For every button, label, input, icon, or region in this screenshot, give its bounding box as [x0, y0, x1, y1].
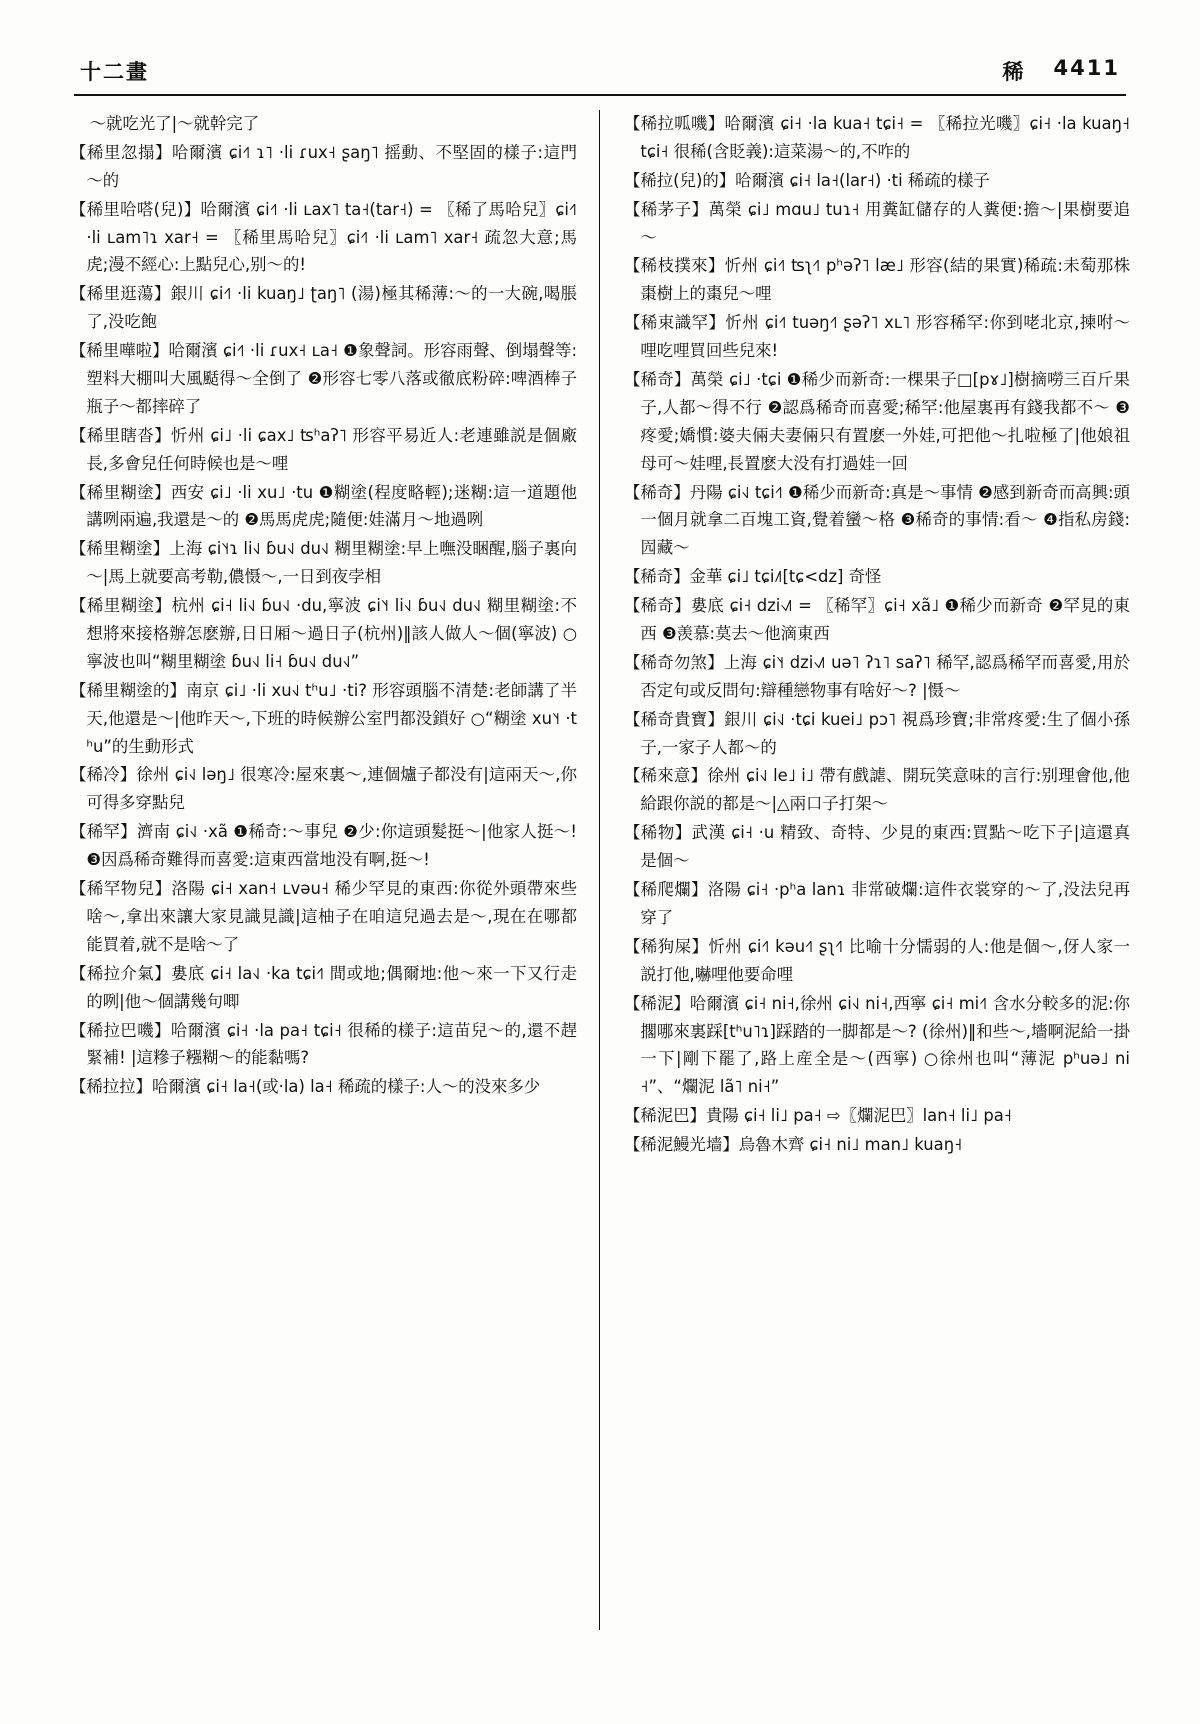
entry: 【稀拉巴嘰】哈爾濱 ɕi˧ ·la pa˧ tɕi˧ 很稀的樣子:這苗兒～的,還不趕緊補! |這糝子糨糊～的能黏嗎?: [70, 1020, 577, 1068]
entry: 【稀冷】徐州 ɕi˧˩ ləŋ˩ 很寒冷:屋來裏～,連個爐子都没有|這兩天～,你可得多穿點兒: [70, 765, 577, 813]
page-number: 4411: [1053, 56, 1120, 80]
entry: ～就吃光了|～就幹完了: [89, 114, 260, 133]
entry: 【稀拉拉】哈爾濱 ɕi˧ la˧(或·la) la˧ 稀疏的樣子:人～的没來多少: [70, 1077, 541, 1097]
entry: 【稀奇】丹陽 ɕi˧˩ tɕi˧˥ ❶稀少而新奇:真是～事情 ❷感到新奇而高興:頭一個月就拿二百塊工資,覺着蠻～格 ❸稀奇的事情:看～ ❹指私房錢:囥藏～: [624, 482, 1130, 558]
entry: 【稀物】武漢 ɕi˧ ·u 精致、奇特、少見的東西:買點～吃下子|這還真是個～: [624, 823, 1130, 871]
entry: 【稀束識罕】忻州 ɕi˧˥ tuəŋ˧˥ ʂəʔ˥ xʟ˥ 形容稀罕:你到咾北京,揀咐～哩吃哩買回些兒來!: [624, 313, 1130, 361]
header-headword: 稀: [1002, 60, 1026, 84]
entry: 【稀拉呱嘰】哈爾濱 ɕi˧ ·la kua˧ tɕi˧ = 〖稀拉光嘰〗ɕi˧ ·la kuaŋ˧ tɕi˧ 很稀(含貶義):這菜湯～的,不咋的: [624, 114, 1130, 161]
entry: 【稀拉(兒)的】哈爾濱 ɕi˧ la˧(lar˧) ·ti 稀疏的樣子: [624, 170, 990, 190]
entry: 【稀里逛蕩】銀川 ɕi˧˥ ·li kuaŋ˩ ʈaŋ˥ (湯)極其稀薄:～的一大碗,喝脹了,没吃飽: [70, 284, 577, 332]
entry: 【稀里糊塗】西安 ɕi˩ ·li xu˩ ·tu ❶糊塗(程度略輕);迷糊:這一道題他講咧兩遍,我還是～的 ❷馬馬虎虎;隨便:娃滿月～地過咧: [70, 482, 577, 530]
entry: 【稀奇】金華 ɕi˩ tɕi˩˥[tɕ<dz] 奇怪: [624, 567, 882, 587]
entry: 【稀泥】哈爾濱 ɕi˧ ni˧,徐州 ɕi˧˩ ni˧,西寧 ɕi˧ mi˧˥ 含水分較多的泥:你擱哪來裏踩[tʰu˥ɿ]踩踏的一脚都是～? (徐州)‖和些～,墻啊泥給一掛一下|剛下罷了,路上産全是～(西寧) ○徐州也叫“薄泥 pʰuə˩ ni˧”、“爛泥 lã˥ ni˧”: [624, 993, 1130, 1097]
entry: 【稀來意】徐州 ɕi˧˩ le˩ i˩ 帶有戲謔、開玩笑意味的言行:别理會他,他給跟你説的都是～|△兩口子打架～: [624, 766, 1130, 814]
entry: 【稀奇勿煞】上海 ɕi˥˧ dzi˧˩˥ uə˥ ʔɿ˥ saʔ˥ 稀罕,認爲稀罕而喜愛,用於否定句或反問句:辯種戀物事有啥好～? |慑～: [624, 652, 1130, 700]
entry: 【稀里瞎沓】忻州 ɕi˩ ·li ɕax˩ ʦʰaʔ˥ 形容平易近人:老連雖説是個廠長,多會兒任何時候也是～哩: [70, 425, 577, 473]
entry: 【稀枝撲來】忻州 ɕi˧˥ ʦʅ˧˥ pʰəʔ˥ læ˩ 形容(結的果實)稀疏:未萄那株棗樹上的棗兒～哩: [624, 256, 1130, 304]
entry: 【稀罕物兒】洛陽 ɕi˧ xan˧ ʟvəu˧ 稀少罕見的東西:你從外頭帶來些啥～,拿出來讓大家見識見識|這柚子在咱這兒過去是～,現在在哪都能買着,就不是啥～了: [70, 879, 577, 954]
entry: 【稀罕】濟南 ɕi˧˩ ·xã ❶稀奇:～事兒 ❷少:你這頭髮挺～|他家人挺～! ❸因爲稀奇難得而喜愛:這東西當地没有啊,挺～!: [70, 822, 577, 870]
entry: 【稀里糊塗的】南京 ɕi˩ ·li xu˧˩ tʰu˩ ·ti? 形容頭腦不清楚:老師講了半天,他還是～|他昨天～,下班的時候辦公室門都没鎖好 ○“糊塗 xu˥˧ ·tʰu”的生動形式: [70, 680, 577, 756]
header-section-label: 十二畫: [80, 60, 149, 84]
header-right: [1003, 56, 1120, 86]
entry: 【稀拉介氣】婁底 ɕi˧ la˧˩ ·ka tɕi˧˥ 間或地;偶爾地:他～來一下又行走的咧|他～個講幾句唧: [70, 963, 577, 1011]
entry: 【稀奇】萬榮 ɕi˩ ·tɕi ❶稀少而新奇:一棵果子□[pɤ˩]樹摘嘮三百斤果子,人都～得不行 ❷認爲稀奇而喜愛;稀罕:他屋裏再有錢我都不～ ❸疼愛;嬌慣:婆夫倆夫妻倆只有置麽一外娃,可把他～扎啦極了|他娘祖母可～娃哩,長置麽大没有打過娃一回: [624, 370, 1130, 473]
page-columns: [70, 110, 1130, 1630]
header-rule: [74, 94, 1126, 96]
entry: 【稀里糊塗】杭州 ɕi˧ li˧˩ ɓu˧˩ ·du,寧波 ɕi˥˧ li˧˩ ɓu˧˩ du˧˩ 糊里糊塗:不想將來接格辦怎麽辦,日日厢～過日子(杭州)‖該人做人～個(寧波) ○寧波也叫“糊里糊塗 ɓu˧˩ li˧ ɓu˧˩ du˧˩”: [70, 596, 577, 671]
entry: 【稀里糊塗】上海 ɕi˥˧ɿ li˧˩ ɓu˧˩ du˧˩ 糊里糊塗:早上嘸没睏醒,腦子裏向～|馬上就要高考勒,儂慑～,一日到夜孛相: [70, 539, 577, 587]
page-header: [70, 56, 1130, 92]
entry: 【稀泥巴】貴陽 ɕi˧ li˩ pa˧ ⇨〖爛泥巴〗lan˧ li˩ pa˧: [624, 1106, 1012, 1126]
entry: 【稀里嘩啦】哈爾濱 ɕi˧˥ ·li ɾux˧ ʟa˧ ❶象聲詞。形容雨聲、倒塌聲等:塑料大棚叫大風颳得～全倒了 ❷形容七零八落或徹底粉碎:啤酒棒子瓶子～都摔碎了: [70, 341, 577, 416]
entry: 【稀泥鰻光墙】烏魯木齊 ɕi˧ ni˩ man˩ kuaŋ˧: [624, 1135, 963, 1155]
entry: 【稀奇貴寶】銀川 ɕi˧˩ ·tɕi kuei˩ pɔ˥ 視爲珍寶;非常疼愛:生了個小孫子,一家子人都～的: [624, 709, 1130, 757]
entry: 【稀狗屎】忻州 ɕi˧˥ kəu˧˥ ʂʅ˧˥ 比喻十分懦弱的人:他是個～,伢人家一説打他,嚇哩他要命哩: [624, 936, 1130, 984]
right-column: [600, 110, 1130, 1630]
entry: 【稀奇】婁底 ɕi˧ dzi˧˩˥ = 〖稀罕〗ɕi˧ xã˩ ❶稀少而新奇 ❷罕見的東西 ❸羡慕:莫去～他滴東西: [624, 596, 1130, 644]
entry: 【稀茅子】萬榮 ɕi˩ mɑu˩ tuɿ˧ 用糞缸儲存的人糞便:擔～|果樹要追～: [624, 199, 1130, 247]
entry: 【稀爬爛】洛陽 ɕi˧ ·pʰa lanɿ 非常破爛:這件衣裳穿的～了,没法兒再穿了: [624, 880, 1130, 927]
left-column: [70, 110, 600, 1630]
entry: 【稀里哈嗒(兒)】哈爾濱 ɕi˧˥ ·li ʟax˥ ta˧(tar˧) = 〖稀了馬哈兒〗ɕi˧˥ ·li ʟam˥ɿ xar˧ = 〖稀里馬哈兒〗ɕi˧˥ ·li ʟam˥ xar˧ 疏忽大意;馬虎;漫不經心:上點兒心,别～的!: [70, 199, 577, 275]
entry: 【稀里忽搨】哈爾濱 ɕi˧˥ ɿ˥ ·li ɾux˧ ʂaŋ˥ 摇動、不堅固的樣子:這門～的: [70, 142, 577, 190]
